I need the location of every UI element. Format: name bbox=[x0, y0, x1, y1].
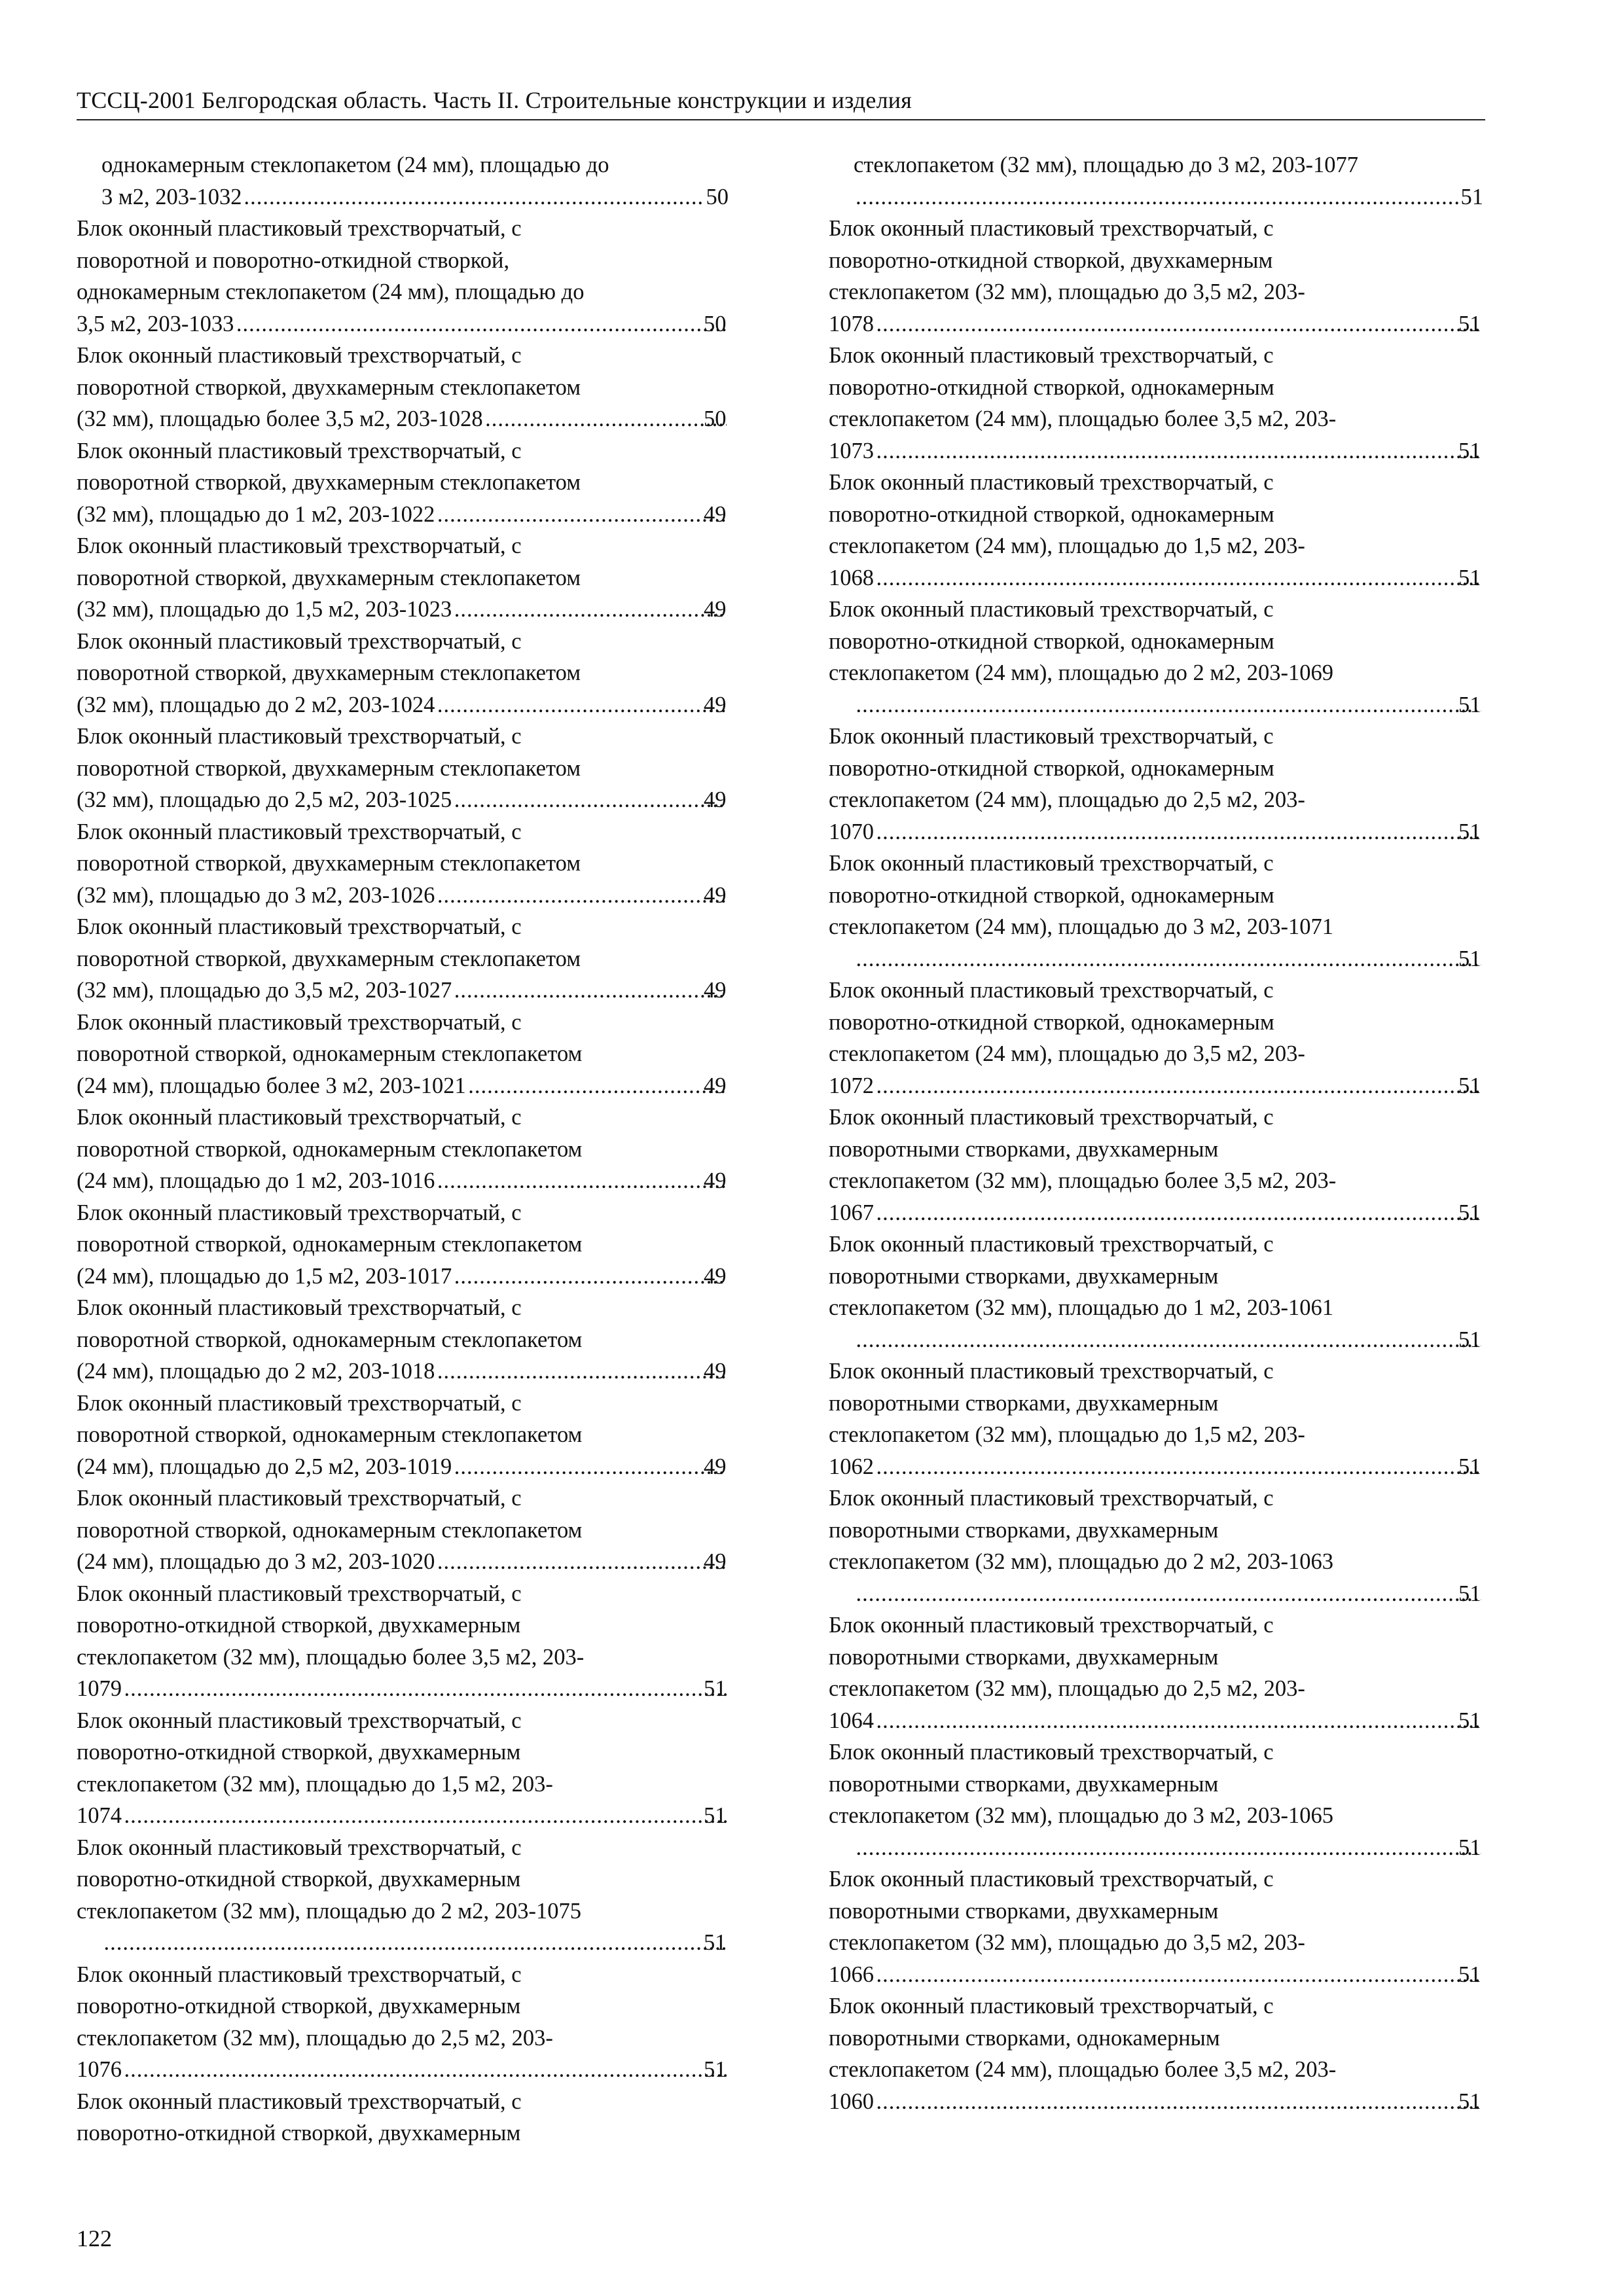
index-entry-code: (24 мм), площадью более 3 м2, 203-1021 bbox=[77, 1073, 466, 1098]
dot-leader bbox=[856, 1832, 1481, 1864]
index-entry-line: стеклопакетом (32 мм), площадью до 3,5 м2, 203- bbox=[829, 1930, 1305, 1955]
index-entry-code: (24 мм), площадью до 2 м2, 203-1018 bbox=[77, 1359, 435, 1384]
index-entry-line: стеклопакетом (24 мм), площадью более 3,5 м2, 203- bbox=[829, 2057, 1337, 2082]
dot-leader bbox=[244, 181, 704, 213]
index-entry-code: 1070 bbox=[829, 819, 874, 844]
dot-leader bbox=[856, 943, 1481, 975]
dot-leader bbox=[468, 1070, 727, 1102]
index-entry-leader-line: (32 мм), площадью до 1 м2, 203-1022 ..... 49 bbox=[101, 499, 729, 531]
index-entry-line: поворотной и поворотно-откидной створкой, bbox=[77, 247, 510, 273]
index-entry-code: (24 мм), площадью до 1,5 м2, 203-1017 bbox=[77, 1263, 452, 1289]
index-entry-line: поворотными створками, двухкамерным bbox=[829, 1771, 1219, 1797]
index-entry-line: стеклопакетом (24 мм), площадью до 2 м2, 203-1069 bbox=[829, 660, 1333, 685]
index-entry-leader-line: 1067 ..... 51 bbox=[854, 1197, 1483, 1229]
index-entry-code: 1073 bbox=[829, 438, 874, 463]
index-entry-line: Блок оконный пластиковый трехстворчатый, с bbox=[77, 1009, 522, 1035]
index-entry-line: стеклопакетом (24 мм), площадью до 3 м2, 203-1071 bbox=[829, 914, 1333, 939]
index-entry-line: поворотной створкой, однокамерным стеклопакетом bbox=[77, 1327, 583, 1352]
index-entry-line: Блок оконный пластиковый трехстворчатый, с bbox=[77, 438, 522, 463]
index-entry-code: 1066 bbox=[829, 1962, 874, 1987]
index-entry-leader-line: ..... 51 bbox=[854, 689, 1483, 721]
index-entry-code: (32 мм), площадью до 3,5 м2, 203-1027 bbox=[77, 978, 452, 1003]
index-entry-line: Блок оконный пластиковый трехстворчатый, с bbox=[829, 978, 1274, 1003]
index-entry-leader-line: (24 мм), площадью до 1,5 м2, 203-1017 ..... 49 bbox=[101, 1261, 729, 1293]
index-entry-line: поворотно-откидной створкой, однокамерным bbox=[829, 882, 1274, 908]
index-entry bbox=[829, 340, 1483, 467]
index-entry-line: однокамерным стеклопакетом (24 мм), площадью до bbox=[101, 152, 609, 177]
index-entry-line: поворотными створками, однокамерным bbox=[829, 2025, 1220, 2051]
index-entry-line: Блок оконный пластиковый трехстворчатый, с bbox=[829, 343, 1274, 368]
index-entry bbox=[77, 435, 729, 531]
index-entry-line: поворотно-откидной створкой, двухкамерным bbox=[829, 247, 1273, 273]
index-entry-line: стеклопакетом (32 мм), площадью более 3,5 м2, 203- bbox=[829, 1168, 1337, 1193]
index-entry-leader-line: ..... 51 bbox=[854, 943, 1483, 975]
index-entry-line: стеклопакетом (32 мм), площадью до 3 м2, 203-1077 bbox=[854, 152, 1358, 177]
index-entry bbox=[77, 1007, 729, 1102]
index-entry-line: поворотной створкой, однокамерным стеклопакетом bbox=[77, 1517, 583, 1543]
index-entry-line: стеклопакетом (32 мм), площадью до 2,5 м2, 203- bbox=[77, 2025, 553, 2051]
index-entry bbox=[77, 340, 729, 435]
dot-leader bbox=[236, 308, 727, 340]
index-entry-leader-line: 1066 ..... 51 bbox=[854, 1959, 1483, 1991]
index-entry-line: поворотно-откидной створкой, двухкамерным bbox=[77, 1994, 521, 2018]
index-entry-leader-line: 1068 ..... 51 bbox=[854, 562, 1483, 594]
index-entry-line: поворотно-откидной створкой, однокамерным bbox=[829, 374, 1274, 400]
index-entry-line: стеклопакетом (24 мм), площадью до 2,5 м2, 203- bbox=[829, 787, 1305, 812]
index-entry-line: поворотной створкой, двухкамерным стеклопакетом bbox=[77, 755, 581, 781]
dot-leader bbox=[437, 499, 727, 531]
index-entry-line: поворотной створкой, двухкамерным стеклопакетом bbox=[77, 660, 581, 685]
index-entry-line: Блок оконный пластиковый трехстворчатый, с bbox=[77, 1200, 522, 1225]
index-entry-line: Блок оконный пластиковый трехстворчатый, с bbox=[829, 851, 1274, 876]
dot-leader bbox=[103, 1927, 727, 1959]
index-entry-leader-line bbox=[854, 181, 1483, 213]
index-entry bbox=[77, 1705, 729, 1832]
index-entry-line: поворотно-откидной створкой, однокамерным bbox=[829, 1009, 1274, 1035]
index-entry-leader-line: (24 мм), площадью более 3 м2, 203-1021 ..... 49 bbox=[101, 1070, 729, 1102]
page-number: 122 bbox=[77, 2225, 112, 2251]
index-entry bbox=[77, 1832, 729, 1959]
dot-leader bbox=[876, 2086, 1481, 2118]
dot-leader bbox=[876, 1197, 1481, 1229]
dot-leader bbox=[876, 562, 1481, 594]
dot-leader bbox=[876, 1705, 1481, 1737]
index-entry-line: Блок оконный пластиковый трехстворчатый, с bbox=[829, 1867, 1274, 1892]
index-entry bbox=[829, 149, 1483, 213]
header-rule bbox=[77, 119, 1485, 120]
index-entry bbox=[77, 2086, 729, 2149]
index-entry-line: Блок оконный пластиковый трехстворчатый, с bbox=[829, 724, 1274, 749]
index-entry bbox=[77, 1388, 729, 1483]
index-entry bbox=[829, 1609, 1483, 1736]
index-entry-line: Блок оконный пластиковый трехстворчатый, с bbox=[77, 1962, 522, 1987]
index-entry-line: стеклопакетом (32 мм), площадью до 1,5 м2, 203- bbox=[829, 1422, 1305, 1447]
index-entry-line: поворотно-откидной створкой, двухкамерным bbox=[77, 1613, 521, 1638]
index-entry-line: поворотными створками, двухкамерным bbox=[829, 1136, 1219, 1162]
page-header-title: ТССЦ-2001 Белгородская область. Часть II. Строительные конструкции и изделия bbox=[77, 87, 912, 113]
index-entry-code: (24 мм), площадью до 2,5 м2, 203-1019 bbox=[77, 1454, 452, 1479]
index-entry-leader-line: (24 мм), площадью до 2 м2, 203-1018 ..... 49 bbox=[101, 1355, 729, 1388]
index-entry-leader-line: (32 мм), площадью до 2,5 м2, 203-1025 ..... 49 bbox=[101, 784, 729, 816]
index-entry-line: Блок оконный пластиковый трехстворчатый, с bbox=[77, 1708, 522, 1733]
dot-leader bbox=[437, 1546, 727, 1578]
index-entry-code: 3 м2, 203-1032 bbox=[101, 184, 242, 209]
dot-leader bbox=[856, 1324, 1481, 1356]
index-entry-leader-line: (24 мм), площадью до 1 м2, 203-1016 ..... 49 bbox=[101, 1165, 729, 1197]
index-entry-line: Блок оконный пластиковый трехстворчатый, с bbox=[829, 1232, 1274, 1257]
index-entry-leader-line: 1073 ..... 51 bbox=[854, 435, 1483, 467]
index-entry bbox=[77, 721, 729, 816]
index-entry bbox=[829, 975, 1483, 1102]
index-entry-page: 50 bbox=[706, 184, 729, 209]
index-entry-leader-line: ..... 51 bbox=[854, 1578, 1483, 1610]
index-column-right bbox=[829, 149, 1483, 2117]
dot-leader bbox=[856, 181, 1459, 213]
index-entry-code: 1072 bbox=[829, 1073, 874, 1098]
index-entry-line: стеклопакетом (32 мм), площадью до 2,5 м2, 203- bbox=[829, 1676, 1305, 1701]
index-entry-line: поворотной створкой, однокамерным стеклопакетом bbox=[77, 1422, 583, 1447]
index-entry-leader-line: 1078 ..... 51 bbox=[854, 308, 1483, 340]
index-entry-line: Блок оконный пластиковый трехстворчатый, с bbox=[77, 1486, 522, 1511]
index-entry-line: Блок оконный пластиковый трехстворчатый, с bbox=[77, 724, 522, 749]
dot-leader bbox=[437, 1355, 727, 1388]
index-entry-line: Блок оконный пластиковый трехстворчатый, с bbox=[829, 1994, 1274, 2018]
dot-leader bbox=[124, 1673, 727, 1705]
dot-leader bbox=[437, 1165, 727, 1197]
index-entry-code: (24 мм), площадью до 1 м2, 203-1016 bbox=[77, 1168, 435, 1193]
dot-leader bbox=[437, 880, 727, 912]
index-entry-leader-line: 3,5 м2, 203-1033 ..... 50 bbox=[101, 308, 729, 340]
index-entry-line: Блок оконный пластиковый трехстворчатый, с bbox=[829, 1740, 1274, 1765]
index-entry bbox=[77, 1292, 729, 1388]
index-entry-line: поворотной створкой, двухкамерным стеклопакетом bbox=[77, 946, 581, 971]
index-entry-leader-line: ..... 51 bbox=[854, 1832, 1483, 1864]
index-entry-leader-line: (32 мм), площадью более 3,5 м2, 203-1028 ..... 50 bbox=[101, 403, 729, 435]
index-entry bbox=[77, 530, 729, 626]
index-entry-line: стеклопакетом (24 мм), площадью до 1,5 м2, 203- bbox=[829, 533, 1305, 558]
index-entry-line: стеклопакетом (32 мм), площадью до 1 м2, 203-1061 bbox=[829, 1295, 1333, 1320]
dot-leader bbox=[876, 308, 1481, 340]
dot-leader bbox=[454, 784, 727, 816]
dot-leader bbox=[124, 1800, 727, 1832]
index-entry-code: 1079 bbox=[77, 1676, 122, 1701]
index-entry-leader-line: 1062 ..... 51 bbox=[854, 1451, 1483, 1483]
index-entry-line: Блок оконный пластиковый трехстворчатый, с bbox=[829, 216, 1274, 241]
index-entry bbox=[77, 816, 729, 912]
index-entry-line: стеклопакетом (32 мм), площадью более 3,5 м2, 203- bbox=[77, 1644, 585, 1670]
index-entry bbox=[829, 1482, 1483, 1609]
index-entry bbox=[77, 149, 729, 213]
index-entry-line: Блок оконный пластиковый трехстворчатый, с bbox=[829, 470, 1274, 495]
index-entry bbox=[77, 1578, 729, 1705]
index-entry-line: поворотно-откидной створкой, однокамерным bbox=[829, 755, 1274, 781]
index-entry-line: стеклопакетом (32 мм), площадью до 3,5 м2, 203- bbox=[829, 279, 1305, 304]
index-entry-line: Блок оконный пластиковый трехстворчатый, с bbox=[77, 1295, 522, 1320]
index-entry bbox=[829, 1736, 1483, 1863]
index-entry-line: поворотно-откидной створкой, двухкамерным bbox=[77, 2121, 521, 2145]
index-entry-line: поворотными створками, двухкамерным bbox=[829, 1263, 1219, 1289]
index-entry bbox=[829, 1102, 1483, 1229]
index-entry-code: 1060 bbox=[829, 2089, 874, 2114]
index-entry bbox=[77, 1959, 729, 2086]
dot-leader bbox=[437, 689, 727, 721]
index-entry-code: (32 мм), площадью более 3,5 м2, 203-1028 bbox=[77, 406, 483, 431]
index-column-left bbox=[77, 149, 729, 2149]
index-entry-line: Блок оконный пластиковый трехстворчатый, с bbox=[829, 1359, 1274, 1384]
index-entry-leader-line: 1079 ..... 51 bbox=[101, 1673, 729, 1705]
index-entry-code: 1067 bbox=[829, 1200, 874, 1225]
index-entry-line: Блок оконный пластиковый трехстворчатый, с bbox=[77, 1581, 522, 1606]
index-entry-line: Блок оконный пластиковый трехстворчатый, с bbox=[77, 216, 522, 241]
index-entry-leader-line: ..... 51 bbox=[854, 1324, 1483, 1356]
index-entry-line: Блок оконный пластиковый трехстворчатый, с bbox=[77, 819, 522, 844]
index-entry-leader-line: 1074 ..... 51 bbox=[101, 1800, 729, 1832]
index-entry-line: поворотной створкой, двухкамерным стеклопакетом bbox=[77, 374, 581, 400]
index-entry bbox=[77, 911, 729, 1007]
index-entry-line: Блок оконный пластиковый трехстворчатый, с bbox=[829, 1105, 1274, 1130]
index-entry-line: поворотно-откидной створкой, однокамерным bbox=[829, 628, 1274, 654]
index-entry bbox=[829, 213, 1483, 340]
index-entry bbox=[77, 626, 729, 721]
index-entry-code: (32 мм), площадью до 3 м2, 203-1026 bbox=[77, 882, 435, 908]
dot-leader bbox=[876, 1070, 1481, 1102]
index-entry-leader-line: (24 мм), площадью до 2,5 м2, 203-1019 ..... 49 bbox=[101, 1451, 729, 1483]
index-entry-code: 1076 bbox=[77, 2057, 122, 2082]
index-entry-line: поворотными створками, двухкамерным bbox=[829, 1517, 1219, 1543]
dot-leader bbox=[454, 1261, 727, 1293]
index-entry-code: (32 мм), площадью до 1 м2, 203-1022 bbox=[77, 501, 435, 527]
index-entry-line: поворотной створкой, двухкамерным стеклопакетом bbox=[77, 565, 581, 590]
index-entry-line: однокамерным стеклопакетом (24 мм), площадью до bbox=[77, 279, 585, 304]
index-entry-code: 3,5 м2, 203-1033 bbox=[77, 311, 234, 336]
index-entry-code: 1064 bbox=[829, 1708, 874, 1733]
index-entry-line: поворотно-откидной створкой, двухкамерным bbox=[77, 1740, 521, 1765]
index-entry bbox=[829, 1355, 1483, 1482]
dot-leader bbox=[876, 435, 1481, 467]
dot-leader bbox=[876, 816, 1481, 848]
dot-leader bbox=[876, 1959, 1481, 1991]
index-entry-line: Блок оконный пластиковый трехстворчатый, с bbox=[77, 1105, 522, 1130]
index-entry-code: 1062 bbox=[829, 1454, 874, 1479]
index-entry-page: 51 bbox=[1460, 184, 1483, 209]
index-entry-code: (24 мм), площадью до 3 м2, 203-1020 bbox=[77, 1549, 435, 1574]
index-entry-leader-line: (24 мм), площадью до 3 м2, 203-1020 ..... 49 bbox=[101, 1546, 729, 1578]
index-entry-leader-line: (32 мм), площадью до 3,5 м2, 203-1027 ..... 49 bbox=[101, 975, 729, 1007]
index-entry-leader-line: 1072 ..... 51 bbox=[854, 1070, 1483, 1102]
index-entry-code: (32 мм), площадью до 2,5 м2, 203-1025 bbox=[77, 787, 452, 812]
index-entry-line: Блок оконный пластиковый трехстворчатый, с bbox=[77, 2089, 522, 2114]
index-entry-line: стеклопакетом (32 мм), площадью до 1,5 м2, 203- bbox=[77, 1771, 553, 1797]
index-entry-code: (32 мм), площадью до 2 м2, 203-1024 bbox=[77, 692, 435, 717]
index-entry-line: стеклопакетом (32 мм), площадью до 2 м2, 203-1075 bbox=[77, 1898, 581, 1924]
index-entry-leader-line: 1070 ..... 51 bbox=[854, 816, 1483, 848]
dot-leader bbox=[454, 975, 727, 1007]
dot-leader bbox=[454, 1451, 727, 1483]
index-entry bbox=[829, 594, 1483, 721]
index-entry-leader-line: (32 мм), площадью до 2 м2, 203-1024 ..... 49 bbox=[101, 689, 729, 721]
index-entry-line: поворотно-откидной створкой, двухкамерным bbox=[77, 1867, 521, 1892]
index-entry-line: Блок оконный пластиковый трехстворчатый, с bbox=[77, 533, 522, 558]
index-entry bbox=[829, 721, 1483, 848]
index-entry-line: стеклопакетом (32 мм), площадью до 2 м2, 203-1063 bbox=[829, 1549, 1333, 1574]
index-entry bbox=[829, 467, 1483, 594]
index-entry-line: Блок оконный пластиковый трехстворчатый, с bbox=[77, 343, 522, 368]
index-entry bbox=[77, 213, 729, 340]
index-entry-line: Блок оконный пластиковый трехстворчатый, с bbox=[829, 1486, 1274, 1511]
index-entry-leader-line bbox=[101, 181, 729, 213]
index-entry-code: 1068 bbox=[829, 565, 874, 590]
index-entry bbox=[829, 1863, 1483, 1990]
index-entry-line: стеклопакетом (32 мм), площадью до 3 м2, 203-1065 bbox=[829, 1803, 1333, 1828]
index-entry bbox=[77, 1482, 729, 1578]
index-entry-line: поворотными створками, двухкамерным bbox=[829, 1898, 1219, 1924]
index-entry-line: Блок оконный пластиковый трехстворчатый, с bbox=[77, 628, 522, 654]
index-entry bbox=[829, 848, 1483, 975]
index-entry-line: поворотной створкой, двухкамерным стеклопакетом bbox=[77, 470, 581, 495]
index-entry bbox=[829, 1229, 1483, 1355]
index-entry-code: 1074 bbox=[77, 1803, 122, 1828]
index-entry-line: Блок оконный пластиковый трехстворчатый, с bbox=[829, 597, 1274, 622]
index-entry-leader-line: 1076 ..... 51 bbox=[101, 2054, 729, 2086]
index-entry-line: поворотными створками, двухкамерным bbox=[829, 1390, 1219, 1416]
dot-leader bbox=[856, 689, 1481, 721]
index-entry-line: Блок оконный пластиковый трехстворчатый, с bbox=[77, 1835, 522, 1860]
index-entry bbox=[77, 1102, 729, 1197]
index-entry-leader-line: 1060 ..... 51 bbox=[854, 2086, 1483, 2118]
dot-leader bbox=[454, 594, 727, 626]
dot-leader bbox=[856, 1578, 1481, 1610]
index-entry-line: стеклопакетом (24 мм), площадью до 3,5 м2, 203- bbox=[829, 1041, 1305, 1066]
index-entry-line: поворотной створкой, однокамерным стеклопакетом bbox=[77, 1232, 583, 1257]
index-entry-leader-line: 1064 ..... 51 bbox=[854, 1705, 1483, 1737]
index-entry-leader-line: (32 мм), площадью до 3 м2, 203-1026 ..... 49 bbox=[101, 880, 729, 912]
index-entry bbox=[829, 1990, 1483, 2117]
index-entry-leader-line: ..... 51 bbox=[101, 1927, 729, 1959]
index-entry-leader-line: (32 мм), площадью до 1,5 м2, 203-1023 ..... 49 bbox=[101, 594, 729, 626]
dot-leader bbox=[485, 403, 727, 435]
index-entry-line: Блок оконный пластиковый трехстворчатый, с bbox=[77, 914, 522, 939]
index-entry-line: поворотно-откидной створкой, однокамерным bbox=[829, 501, 1274, 527]
dot-leader bbox=[876, 1451, 1481, 1483]
index-entry-code: (32 мм), площадью до 1,5 м2, 203-1023 bbox=[77, 597, 452, 622]
index-entry-line: поворотной створкой, однокамерным стеклопакетом bbox=[77, 1041, 583, 1066]
dot-leader bbox=[124, 2054, 727, 2086]
index-entry-code: 1078 bbox=[829, 311, 874, 336]
index-entry-line: поворотной створкой, однокамерным стеклопакетом bbox=[77, 1136, 583, 1162]
index-entry-line: поворотной створкой, двухкамерным стеклопакетом bbox=[77, 851, 581, 876]
index-entry-line: поворотными створками, двухкамерным bbox=[829, 1644, 1219, 1670]
index-entry-line: стеклопакетом (24 мм), площадью более 3,5 м2, 203- bbox=[829, 406, 1337, 431]
index-entry bbox=[77, 1197, 729, 1293]
index-entry-line: Блок оконный пластиковый трехстворчатый, с bbox=[77, 1390, 522, 1416]
index-entry-line: Блок оконный пластиковый трехстворчатый, с bbox=[829, 1613, 1274, 1638]
